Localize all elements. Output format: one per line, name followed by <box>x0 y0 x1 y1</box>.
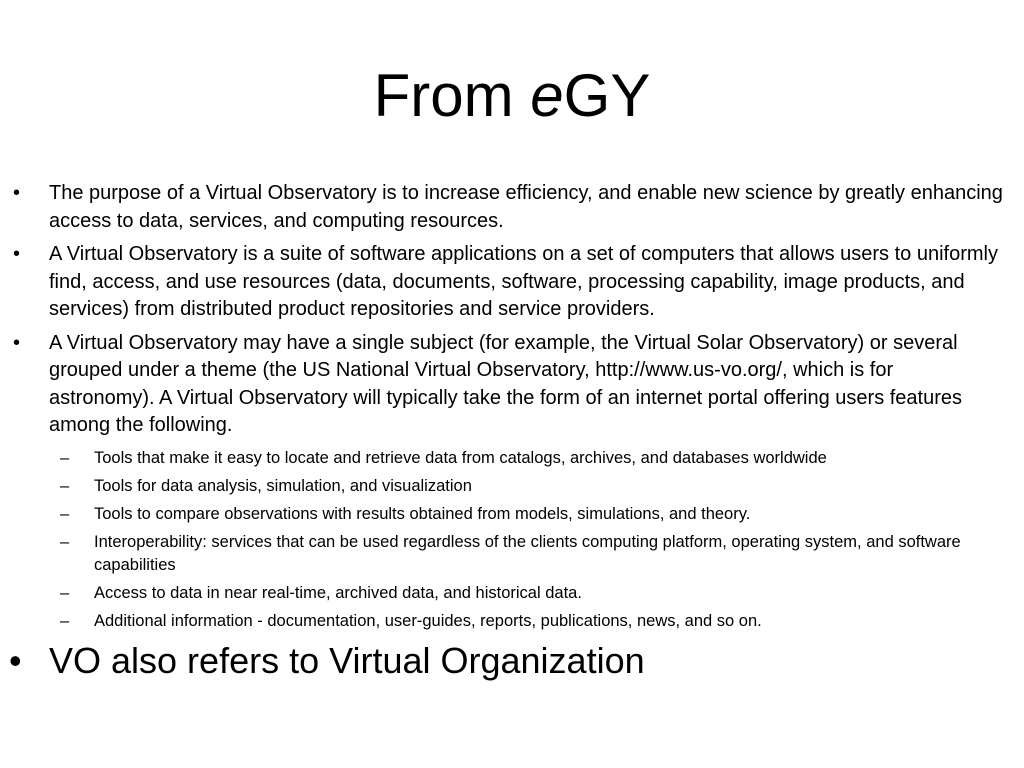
slide-title <box>0 58 1024 134</box>
bullet-marker: • <box>13 182 21 204</box>
bullet-text: A Virtual Observatory may have a single subject (for example, the Virtual Solar Observatory) or several grouped under a theme (the US National Virtual Observatory, http://www.us-vo.org/, which is for astronomy). A Virtual Observatory will typically take the form of an internet portal offering users features among the following. <box>49 331 963 436</box>
bullet-item <box>0 241 1024 324</box>
bullet-marker: • <box>13 243 21 265</box>
bullet-list <box>0 180 1024 683</box>
sub-bullet-text: Access to data in near real-time, archived data, and historical data. <box>94 583 582 602</box>
sub-bullet-text: Tools that make it easy to locate and retrieve data from catalogs, archives, and databases worldwide <box>94 448 827 467</box>
sub-bullet-marker: – <box>60 476 70 495</box>
bullet-marker: • <box>13 331 21 354</box>
sub-bullet-text: Additional information - documentation, user-guides, reports, publications, news, and so on. <box>94 611 762 630</box>
sub-bullet-item <box>0 610 1004 633</box>
sub-bullet-item <box>0 531 1004 577</box>
final-bullet-text: VO also refers to Virtual Organization <box>49 639 645 681</box>
sub-bullet-item <box>0 447 1004 470</box>
sub-bullet-list <box>0 447 1004 633</box>
sub-bullet-item <box>0 582 1004 605</box>
title-prefix: From <box>373 62 531 129</box>
title-emphasis: e <box>530 62 564 129</box>
title-suffix: GY <box>563 62 651 129</box>
sub-bullet-text: Tools for data analysis, simulation, and visualization <box>94 476 472 495</box>
sub-bullet-marker: – <box>60 611 70 630</box>
bullet-text: The purpose of a Virtual Observatory is to increase efficiency, and enable new science by greatly enhancing access to data, services, and computing resources. <box>49 182 1003 232</box>
sub-bullet-text: Interoperability: services that can be used regardless of the clients computing platform, operating system, and software capabilities <box>94 532 961 574</box>
bullet-marker: • <box>9 639 22 681</box>
sub-bullet-marker: – <box>60 504 70 523</box>
bullet-item <box>0 180 1024 235</box>
sub-bullet-text: Tools to compare observations with results obtained from models, simulations, and theory. <box>94 504 751 523</box>
sub-bullet-marker: – <box>60 448 70 467</box>
sub-bullet-item <box>0 503 1004 526</box>
sub-bullet-marker: – <box>60 583 70 602</box>
sub-bullet-item <box>0 475 1004 498</box>
sub-bullet-marker: – <box>60 532 70 551</box>
final-bullet-item <box>0 639 1024 683</box>
bullet-text: A Virtual Observatory is a suite of software applications on a set of computers that allows users to uniformly find, access, and use resources (data, documents, software, processing capability, image products, and services) from distributed product repositories and service providers. <box>49 243 998 320</box>
bullet-item <box>0 330 1024 633</box>
